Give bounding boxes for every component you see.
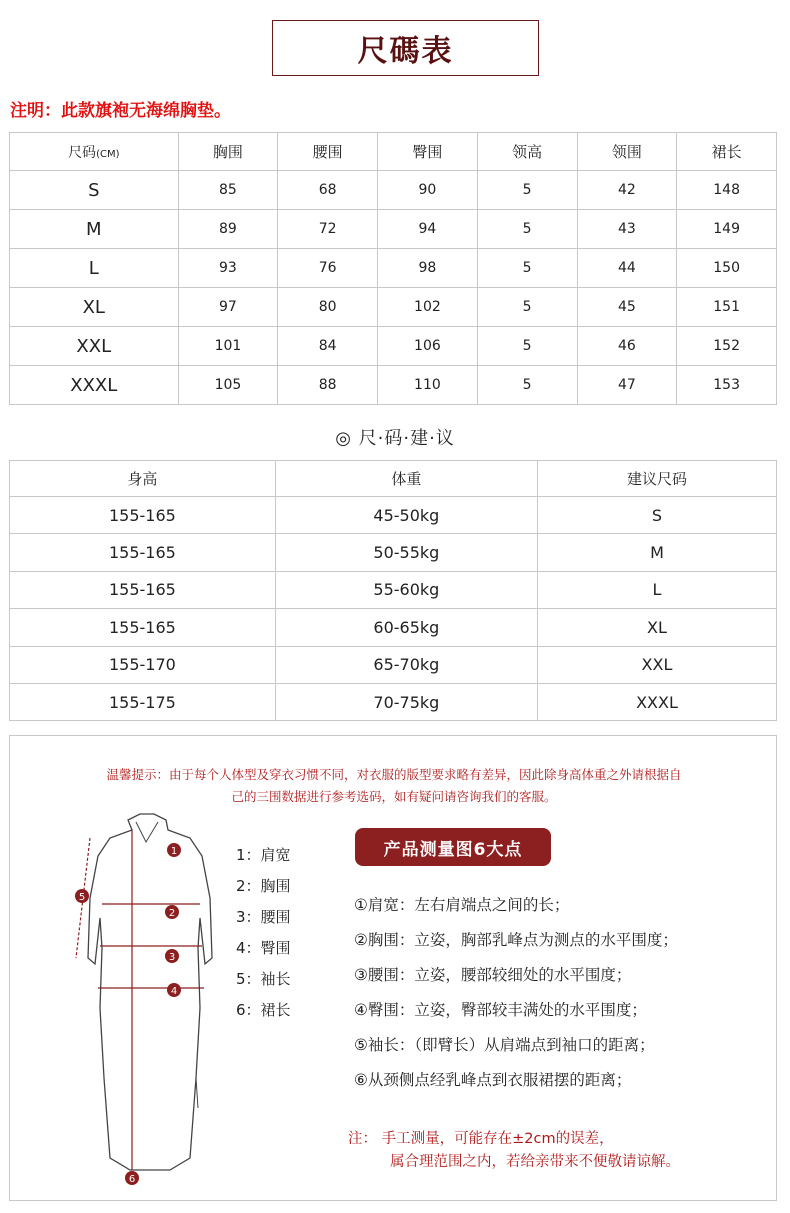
marker-2	[165, 905, 179, 919]
table-cell: 5	[477, 249, 577, 288]
table-cell: 5	[477, 327, 577, 366]
legend-item: 4：臀围	[236, 939, 291, 957]
size-cell: XXXL	[10, 366, 179, 405]
size-cell: S	[10, 171, 179, 210]
note-bottom-line: 属合理范围之内，若给亲带来不便敬请谅解。	[390, 1154, 680, 1170]
note-top: 注明：此款旗袍无海绵胸垫。	[10, 101, 231, 121]
legend-list	[236, 840, 291, 1026]
table-cell: 93	[178, 249, 278, 288]
table-cell: XXXL	[537, 683, 776, 720]
size-table	[9, 132, 777, 405]
table-cell: 155-165	[10, 534, 276, 571]
table-cell: 106	[378, 327, 478, 366]
table-cell: 46	[577, 327, 677, 366]
advice-header: 体重	[275, 461, 537, 497]
size-cell: XXL	[10, 327, 179, 366]
table-cell: 155-165	[10, 497, 276, 534]
table-cell: 155-165	[10, 571, 276, 608]
table-row	[10, 646, 777, 683]
size-cell: XL	[10, 288, 179, 327]
table-row	[10, 288, 777, 327]
table-row	[10, 210, 777, 249]
table-cell: M	[537, 534, 776, 571]
table-cell: 44	[577, 249, 677, 288]
table-cell: 101	[178, 327, 278, 366]
marker-label: 3	[168, 952, 176, 963]
collar-line	[136, 822, 158, 842]
size-header: 领围	[577, 133, 677, 171]
description-item: ①肩宽：左右肩端点之间的长；	[354, 896, 570, 914]
table-cell: 80	[278, 288, 378, 327]
marker-label: 2	[168, 908, 176, 919]
page-title: 尺碼表	[357, 34, 454, 69]
marker-label: 6	[128, 1174, 136, 1185]
table-cell: 76	[278, 249, 378, 288]
size-header: 胸围	[178, 133, 278, 171]
table-cell: 105	[178, 366, 278, 405]
table-cell: 89	[178, 210, 278, 249]
table-row	[10, 534, 777, 571]
table-cell: 94	[378, 210, 478, 249]
description-item: ②胸围：立姿，胸部乳峰点为测点的水平围度；	[354, 931, 678, 949]
size-cell: M	[10, 210, 179, 249]
table-cell: 70-75kg	[275, 683, 537, 720]
table-cell: 155-170	[10, 646, 276, 683]
slit-line	[196, 1078, 198, 1108]
tips-text	[22, 764, 766, 808]
table-cell: 155-165	[10, 609, 276, 646]
table-cell: 98	[378, 249, 478, 288]
legend-item: 5：袖长	[236, 970, 291, 988]
table-cell: 60-65kg	[275, 609, 537, 646]
table-cell: 5	[477, 171, 577, 210]
table-cell: 151	[677, 288, 777, 327]
tips-line: 己的三围数据进行参考选码，如有疑问请咨询我们的客服。	[231, 789, 557, 804]
table-cell: 90	[378, 171, 478, 210]
table-row	[10, 327, 777, 366]
table-cell: 110	[378, 366, 478, 405]
tips-line: 温馨提示：由于每个人体型及穿衣习惯不同，对衣服的版型要求略有差异，因此除身高体重之外请根据自	[106, 767, 682, 782]
dress-outline	[88, 814, 212, 1170]
advice-header: 身高	[10, 461, 276, 497]
table-cell: 148	[677, 171, 777, 210]
size-header: 裙长	[677, 133, 777, 171]
size-header: 腰围	[278, 133, 378, 171]
legend-item: 2：胸围	[236, 877, 291, 895]
table-cell: 152	[677, 327, 777, 366]
description-item: ③腰围：立姿，腰部较细处的水平围度；	[354, 966, 632, 984]
table-cell: 149	[677, 210, 777, 249]
description-item: ⑥从颈侧点经乳峰点到衣服裙摆的距离；	[354, 1071, 632, 1089]
title-box	[272, 20, 539, 76]
table-row	[10, 171, 777, 210]
size-header: 领高	[477, 133, 577, 171]
table-cell: 88	[278, 366, 378, 405]
marker-5	[75, 889, 89, 903]
table-cell: 47	[577, 366, 677, 405]
table-cell: 72	[278, 210, 378, 249]
qipao-figure	[50, 808, 230, 1188]
legend-item: 6：裙长	[236, 1001, 291, 1019]
table-row	[10, 609, 777, 646]
marker-1	[167, 843, 181, 857]
marker-label: 4	[170, 986, 178, 997]
marker-label: 1	[170, 846, 178, 857]
legend-item: 3：腰围	[236, 908, 291, 926]
note-bottom-line: 注： 手工测量，可能存在±2cm的误差，	[348, 1131, 614, 1147]
advice-title: ◎ 尺·码·建·议	[335, 428, 455, 449]
advice-header-row	[10, 461, 777, 497]
size-header: 臀围	[378, 133, 478, 171]
tips-box	[9, 735, 777, 1201]
table-cell: S	[537, 497, 776, 534]
table-cell: 85	[178, 171, 278, 210]
table-cell: 150	[677, 249, 777, 288]
marker-6	[125, 1171, 139, 1185]
table-row	[10, 497, 777, 534]
marker-4	[167, 983, 181, 997]
table-cell: 97	[178, 288, 278, 327]
measure-title-badge: 产品测量图6大点	[355, 828, 551, 866]
table-cell: 65-70kg	[275, 646, 537, 683]
size-header-unit: (CM)	[96, 148, 120, 160]
size-cell: L	[10, 249, 179, 288]
measure-descriptions	[354, 888, 678, 1098]
table-cell: 5	[477, 366, 577, 405]
size-table-header-row	[10, 133, 777, 171]
description-item: ⑤袖长：（即臂长）从肩端点到袖口的距离；	[354, 1036, 655, 1054]
table-cell: 84	[278, 327, 378, 366]
table-cell: 45-50kg	[275, 497, 537, 534]
note-bottom	[348, 1128, 680, 1174]
table-row	[10, 571, 777, 608]
marker-label: 5	[78, 892, 86, 903]
table-cell: 42	[577, 171, 677, 210]
table-cell: 55-60kg	[275, 571, 537, 608]
table-cell: 155-175	[10, 683, 276, 720]
advice-table	[9, 460, 777, 721]
table-row	[10, 249, 777, 288]
table-cell: 153	[677, 366, 777, 405]
table-cell: 5	[477, 288, 577, 327]
table-cell: 50-55kg	[275, 534, 537, 571]
table-cell: 5	[477, 210, 577, 249]
table-row	[10, 683, 777, 720]
table-cell: XXL	[537, 646, 776, 683]
table-cell: 68	[278, 171, 378, 210]
table-cell: 43	[577, 210, 677, 249]
table-cell: XL	[537, 609, 776, 646]
marker-3	[165, 949, 179, 963]
legend-item: 1：肩宽	[236, 846, 291, 864]
table-cell: 102	[378, 288, 478, 327]
table-cell: L	[537, 571, 776, 608]
advice-header: 建议尺码	[537, 461, 776, 497]
table-row	[10, 366, 777, 405]
size-header-label: 尺码	[68, 144, 97, 161]
size-header-size	[10, 133, 179, 171]
description-item: ④臀围：立姿，臀部较丰满处的水平围度；	[354, 1001, 647, 1019]
table-cell: 45	[577, 288, 677, 327]
